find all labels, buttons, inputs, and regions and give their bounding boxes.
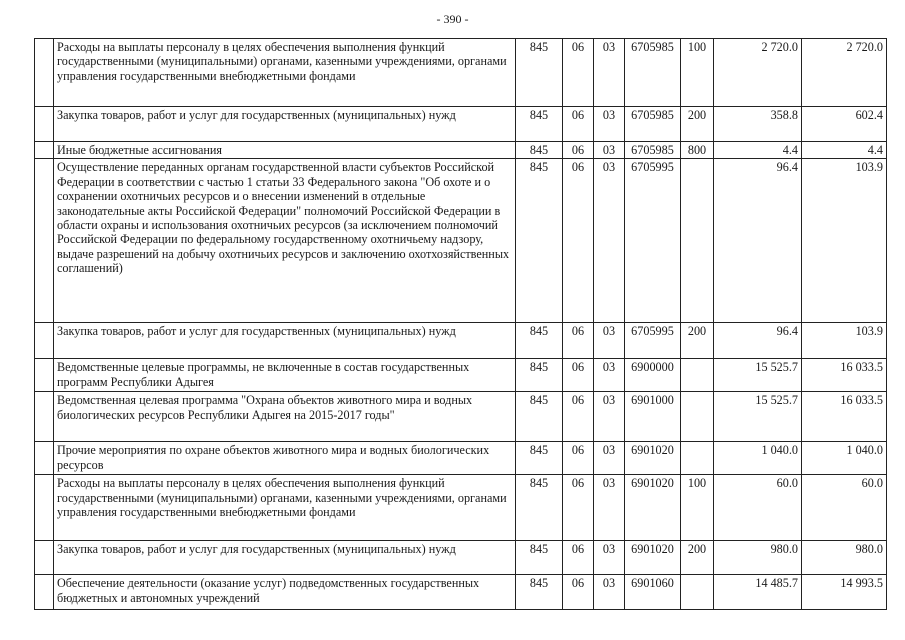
row-subsection-code: 03 bbox=[594, 39, 625, 107]
row-marker-cell bbox=[35, 475, 54, 541]
row-description: Прочие мероприятия по охране объектов животного мира и водных биологических ресурсов bbox=[54, 442, 516, 475]
row-description: Ведомственные целевые программы, не включенные в состав государственных программ Республики Адыгея bbox=[54, 359, 516, 392]
row-ved-code: 845 bbox=[516, 575, 563, 610]
row-amount-year1: 1 040.0 bbox=[714, 442, 802, 475]
row-expense-type: 200 bbox=[681, 107, 714, 142]
table-row bbox=[35, 142, 887, 159]
row-ved-code: 845 bbox=[516, 159, 563, 323]
row-amount-year1: 4.4 bbox=[714, 142, 802, 159]
row-section-code: 06 bbox=[563, 323, 594, 359]
row-subsection-code: 03 bbox=[594, 159, 625, 323]
row-ved-code: 845 bbox=[516, 323, 563, 359]
row-section-code: 06 bbox=[563, 475, 594, 541]
row-amount-year2: 14 993.5 bbox=[802, 575, 887, 610]
row-amount-year1: 96.4 bbox=[714, 323, 802, 359]
row-expense-type bbox=[681, 442, 714, 475]
row-ved-code: 845 bbox=[516, 475, 563, 541]
row-amount-year2: 1 040.0 bbox=[802, 442, 887, 475]
row-target-code: 6901020 bbox=[625, 442, 681, 475]
row-amount-year1: 15 525.7 bbox=[714, 359, 802, 392]
row-section-code: 06 bbox=[563, 159, 594, 323]
table-row bbox=[35, 442, 887, 475]
row-target-code: 6705995 bbox=[625, 323, 681, 359]
row-section-code: 06 bbox=[563, 142, 594, 159]
row-marker-cell bbox=[35, 392, 54, 442]
row-amount-year1: 60.0 bbox=[714, 475, 802, 541]
row-marker-cell bbox=[35, 541, 54, 575]
row-subsection-code: 03 bbox=[594, 359, 625, 392]
row-marker-cell bbox=[35, 323, 54, 359]
row-target-code: 6901020 bbox=[625, 541, 681, 575]
row-subsection-code: 03 bbox=[594, 392, 625, 442]
row-expense-type bbox=[681, 359, 714, 392]
row-target-code: 6900000 bbox=[625, 359, 681, 392]
row-amount-year1: 15 525.7 bbox=[714, 392, 802, 442]
row-amount-year2: 103.9 bbox=[802, 323, 887, 359]
row-amount-year2: 980.0 bbox=[802, 541, 887, 575]
row-amount-year2: 16 033.5 bbox=[802, 392, 887, 442]
row-amount-year1: 980.0 bbox=[714, 541, 802, 575]
row-section-code: 06 bbox=[563, 392, 594, 442]
row-amount-year2: 4.4 bbox=[802, 142, 887, 159]
row-description: Закупка товаров, работ и услуг для государственных (муниципальных) нужд bbox=[54, 323, 516, 359]
row-ved-code: 845 bbox=[516, 392, 563, 442]
row-amount-year2: 16 033.5 bbox=[802, 359, 887, 392]
row-target-code: 6705985 bbox=[625, 39, 681, 107]
row-target-code: 6705985 bbox=[625, 142, 681, 159]
row-section-code: 06 bbox=[563, 107, 594, 142]
row-section-code: 06 bbox=[563, 541, 594, 575]
table-row bbox=[35, 541, 887, 575]
row-subsection-code: 03 bbox=[594, 541, 625, 575]
row-marker-cell bbox=[35, 359, 54, 392]
row-expense-type bbox=[681, 159, 714, 323]
row-expense-type: 200 bbox=[681, 541, 714, 575]
row-subsection-code: 03 bbox=[594, 142, 625, 159]
row-description: Обеспечение деятельности (оказание услуг) подведомственных государственных бюджетных и автономных учреждений bbox=[54, 575, 516, 610]
row-target-code: 6901060 bbox=[625, 575, 681, 610]
row-target-code: 6705985 bbox=[625, 107, 681, 142]
row-marker-cell bbox=[35, 442, 54, 475]
row-subsection-code: 03 bbox=[594, 107, 625, 142]
row-section-code: 06 bbox=[563, 39, 594, 107]
budget-table bbox=[34, 38, 887, 610]
table-row bbox=[35, 159, 887, 323]
row-amount-year2: 60.0 bbox=[802, 475, 887, 541]
row-expense-type bbox=[681, 392, 714, 442]
row-description: Расходы на выплаты персоналу в целях обеспечения выполнения функций государственными (муниципальными) органами, казенными учреждениями, органами управления государственными внебюджетными фондами bbox=[54, 39, 516, 107]
row-description: Осуществление переданных органам государственной власти субъектов Российской Федерации в соответствии с частью 1 статьи 33 Федерального закона "Об охоте и о сохранении охотничьих ресурсов и о внесении изменений в отдельные законодательные акты Российской Федерации" полномочий Российской Федерации в области охраны и использования охотничьих ресурсов (за исключением полномочий Российской Федерации по федеральному государственному охотничьему надзору, выдаче разрешений на добычу охотничьих ресурсов и заключению охотхозяйственных соглашений) bbox=[54, 159, 516, 323]
row-expense-type: 800 bbox=[681, 142, 714, 159]
row-expense-type bbox=[681, 575, 714, 610]
row-ved-code: 845 bbox=[516, 359, 563, 392]
row-subsection-code: 03 bbox=[594, 323, 625, 359]
row-amount-year2: 103.9 bbox=[802, 159, 887, 323]
row-target-code: 6705995 bbox=[625, 159, 681, 323]
row-target-code: 6901020 bbox=[625, 475, 681, 541]
row-amount-year1: 14 485.7 bbox=[714, 575, 802, 610]
page-number: - 390 - bbox=[436, 12, 469, 26]
row-amount-year1: 2 720.0 bbox=[714, 39, 802, 107]
row-description: Закупка товаров, работ и услуг для государственных (муниципальных) нужд bbox=[54, 541, 516, 575]
row-marker-cell bbox=[35, 39, 54, 107]
row-amount-year2: 2 720.0 bbox=[802, 39, 887, 107]
row-amount-year1: 96.4 bbox=[714, 159, 802, 323]
row-marker-cell bbox=[35, 575, 54, 610]
table-row bbox=[35, 107, 887, 142]
row-ved-code: 845 bbox=[516, 107, 563, 142]
row-section-code: 06 bbox=[563, 359, 594, 392]
row-marker-cell bbox=[35, 159, 54, 323]
table-row bbox=[35, 575, 887, 610]
row-section-code: 06 bbox=[563, 442, 594, 475]
row-description: Иные бюджетные ассигнования bbox=[54, 142, 516, 159]
row-ved-code: 845 bbox=[516, 442, 563, 475]
table-row bbox=[35, 39, 887, 107]
row-marker-cell bbox=[35, 107, 54, 142]
table-row bbox=[35, 392, 887, 442]
row-marker-cell bbox=[35, 142, 54, 159]
table-row bbox=[35, 359, 887, 392]
row-ved-code: 845 bbox=[516, 142, 563, 159]
row-expense-type: 100 bbox=[681, 39, 714, 107]
row-amount-year1: 358.8 bbox=[714, 107, 802, 142]
row-description: Закупка товаров, работ и услуг для государственных (муниципальных) нужд bbox=[54, 107, 516, 142]
table-row bbox=[35, 323, 887, 359]
row-description: Ведомственная целевая программа "Охрана объектов животного мира и водных биологических ресурсов Республики Адыгея на 2015-2017 годы" bbox=[54, 392, 516, 442]
row-subsection-code: 03 bbox=[594, 575, 625, 610]
table-row bbox=[35, 475, 887, 541]
row-description: Расходы на выплаты персоналу в целях обеспечения выполнения функций государственными (муниципальными) органами, казенными учреждениями, органами управления государственными внебюджетными фондами bbox=[54, 475, 516, 541]
row-section-code: 06 bbox=[563, 575, 594, 610]
row-subsection-code: 03 bbox=[594, 475, 625, 541]
row-expense-type: 100 bbox=[681, 475, 714, 541]
row-target-code: 6901000 bbox=[625, 392, 681, 442]
row-amount-year2: 602.4 bbox=[802, 107, 887, 142]
row-subsection-code: 03 bbox=[594, 442, 625, 475]
row-ved-code: 845 bbox=[516, 39, 563, 107]
row-ved-code: 845 bbox=[516, 541, 563, 575]
row-expense-type: 200 bbox=[681, 323, 714, 359]
